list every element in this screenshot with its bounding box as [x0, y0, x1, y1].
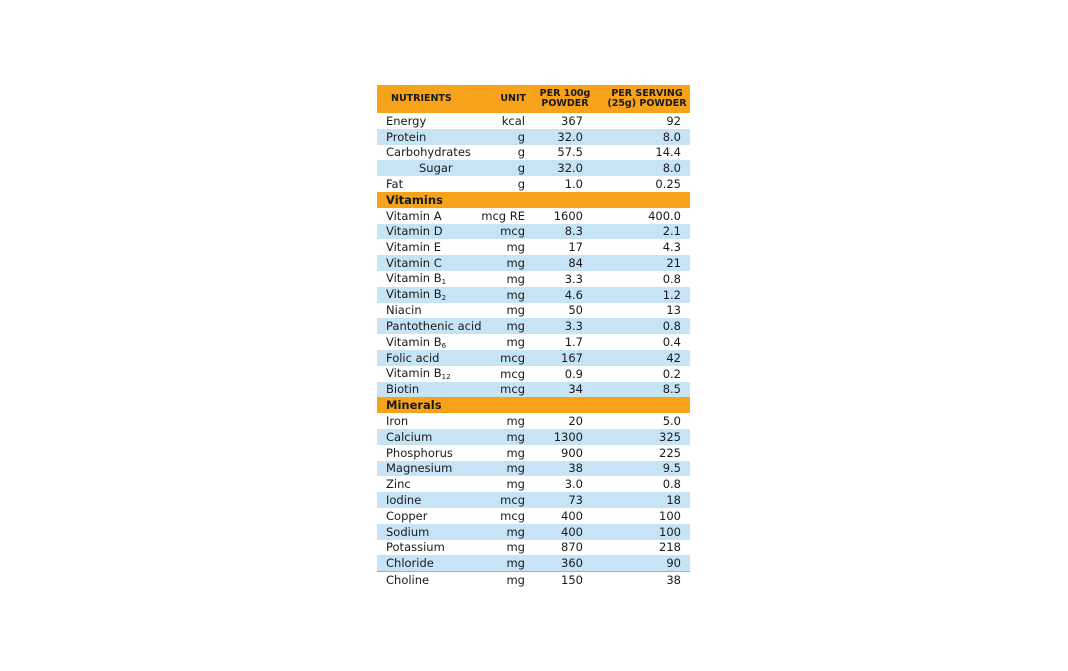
unit-cell-text: mg: [506, 256, 525, 271]
per-serving-cell: [583, 382, 681, 396]
per-100g-cell: [525, 556, 583, 570]
minerals-section: [377, 413, 690, 588]
per-serving-cell-text: 14.4: [655, 145, 681, 160]
per-serving-cell: [583, 209, 681, 223]
per-100g-cell-text: 167: [561, 350, 583, 365]
unit-cell: [477, 509, 525, 523]
nutrient-name-text: Iron: [386, 414, 409, 429]
per-serving-cell: [583, 540, 681, 554]
per-serving-cell-text: 92: [666, 113, 681, 128]
unit-cell-text: mg: [506, 303, 525, 318]
per-serving-cell-text: 90: [666, 556, 681, 571]
per-serving-cell: [583, 177, 681, 191]
unit-cell: [477, 556, 525, 570]
nutrient-name: [377, 271, 477, 286]
nutrient-name: [377, 477, 477, 491]
table-row: [377, 129, 690, 145]
nutrient-name: [377, 414, 477, 428]
per-serving-cell-text: 42: [666, 350, 681, 365]
per-serving-cell: [583, 509, 681, 523]
unit-cell-text: mg: [506, 556, 525, 571]
per-serving-cell-text: 0.4: [662, 335, 681, 350]
unit-cell-text: g: [517, 145, 525, 160]
section-label: Minerals: [386, 398, 442, 413]
unit-cell-text: mcg: [500, 382, 525, 397]
per-serving-cell-text: 100: [659, 524, 681, 539]
per-100g-cell-text: 900: [561, 445, 583, 460]
unit-cell-text: g: [517, 129, 525, 144]
per-100g-cell-text: 1.7: [564, 335, 583, 350]
table-row: [377, 113, 690, 129]
table-row: [377, 571, 690, 588]
nutrient-name: [377, 525, 477, 539]
per-serving-cell: [583, 288, 681, 302]
per-serving-cell: [583, 414, 681, 428]
per-serving-cell: [583, 367, 681, 381]
table-row: [377, 350, 690, 366]
unit-cell-text: mg: [506, 271, 525, 286]
per-100g-cell-text: 400: [561, 508, 583, 523]
per-serving-cell-text: 0.8: [662, 319, 681, 334]
subscript: 12: [441, 373, 451, 382]
per-100g-cell-text: 3.3: [564, 319, 583, 334]
unit-cell: [477, 177, 525, 191]
unit-cell: [477, 224, 525, 238]
per-serving-cell: [583, 493, 681, 507]
per-serving-cell: [583, 256, 681, 270]
unit-cell-text: mg: [506, 319, 525, 334]
per-100g-cell: [525, 319, 583, 333]
table-row: [377, 334, 690, 350]
nutrient-name-text: Folic acid: [386, 350, 440, 365]
header-per-serving-line2: (25g) POWDER: [607, 98, 687, 109]
nutrient-name: [377, 493, 477, 507]
per-100g-cell-text: 73: [568, 493, 583, 508]
per-serving-cell: [583, 477, 681, 491]
nutrition-table: [377, 85, 690, 588]
table-row: [377, 413, 690, 429]
nutrient-name-text: Vitamin E: [386, 240, 441, 255]
unit-cell-text: mcg: [500, 508, 525, 523]
unit-cell-text: mcg: [500, 366, 525, 381]
table-row: [377, 382, 690, 398]
unit-cell: [477, 493, 525, 507]
per-serving-cell: [583, 145, 681, 159]
unit-cell: [477, 540, 525, 554]
per-100g-cell: [525, 414, 583, 428]
nutrient-name-text: Pantothenic acid: [386, 319, 482, 334]
table-row: [377, 208, 690, 224]
unit-cell-text: mcg RE: [481, 208, 525, 223]
per-serving-cell-text: 0.25: [655, 177, 681, 192]
per-serving-cell: [583, 556, 681, 570]
header-unit: UNIT: [500, 93, 526, 104]
header-per-serving-line1: PER SERVING: [611, 88, 683, 99]
nutrient-name: [377, 573, 477, 587]
per-serving-cell: [583, 319, 681, 333]
per-serving-cell: [583, 573, 681, 587]
subscript: 1: [441, 278, 447, 287]
per-100g-cell-text: 84: [568, 256, 583, 271]
table-row: [377, 445, 690, 461]
table-row: [377, 287, 690, 303]
per-100g-cell-text: 1.0: [564, 177, 583, 192]
per-serving-cell-text: 9.5: [662, 461, 681, 476]
section-header-vitamins: [377, 192, 690, 208]
per-100g-cell: [525, 573, 583, 587]
nutrient-name-text: Copper: [386, 508, 428, 523]
nutrient-name-text: Sodium: [386, 524, 430, 539]
header-per-100g-line1: PER 100g: [539, 88, 591, 99]
table-row: [377, 145, 690, 161]
nutrient-name-text: Vitamin B: [386, 271, 442, 286]
per-serving-cell-text: 0.2: [662, 366, 681, 381]
per-100g-cell: [525, 272, 583, 286]
per-100g-cell: [525, 477, 583, 491]
per-100g-cell: [525, 509, 583, 523]
per-100g-cell-text: 17: [568, 240, 583, 255]
nutrient-name-text: Vitamin C: [386, 256, 442, 271]
unit-cell: [477, 161, 525, 175]
nutrient-name-text: Zinc: [386, 477, 411, 492]
per-100g-cell: [525, 525, 583, 539]
nutrient-name: [377, 177, 477, 191]
per-100g-cell-text: 150: [561, 573, 583, 587]
nutrient-name: [377, 145, 477, 159]
table-row: [377, 271, 690, 287]
per-100g-cell-text: 32.0: [557, 161, 583, 176]
nutrient-name-text: Sugar: [419, 161, 453, 176]
unit-cell: [477, 240, 525, 254]
per-serving-cell: [583, 461, 681, 475]
table-row: [377, 224, 690, 240]
nutrient-name: [377, 430, 477, 444]
per-100g-cell-text: 400: [561, 524, 583, 539]
per-100g-cell: [525, 367, 583, 381]
per-100g-cell: [525, 540, 583, 554]
per-serving-cell: [583, 335, 681, 349]
unit-cell: [477, 414, 525, 428]
per-100g-cell: [525, 114, 583, 128]
nutrient-name-text: Phosphorus: [386, 445, 453, 460]
per-100g-cell-text: 34: [568, 382, 583, 397]
per-serving-cell-text: 8.0: [662, 129, 681, 144]
nutrient-name: [377, 556, 477, 570]
unit-cell-text: mg: [506, 461, 525, 476]
nutrient-name-text: Magnesium: [386, 461, 453, 476]
per-serving-cell-text: 0.8: [662, 477, 681, 492]
per-100g-cell-text: 20: [568, 414, 583, 429]
per-100g-cell: [525, 351, 583, 365]
nutrient-name: [377, 303, 477, 317]
per-serving-cell: [583, 351, 681, 365]
nutrient-name-text: Fat: [386, 177, 404, 192]
per-100g-cell-text: 32.0: [557, 129, 583, 144]
per-100g-cell: [525, 446, 583, 460]
per-serving-cell-text: 218: [659, 540, 681, 555]
unit-cell-text: mg: [506, 335, 525, 350]
per-100g-cell: [525, 382, 583, 396]
table-row: [377, 524, 690, 540]
table-row: [377, 318, 690, 334]
per-serving-cell-text: 18: [666, 493, 681, 508]
section-label: Vitamins: [386, 192, 443, 207]
per-serving-cell: [583, 303, 681, 317]
vitamins-section: [377, 208, 690, 398]
nutrient-name: [377, 366, 477, 381]
nutrient-name-text: Vitamin B: [386, 366, 442, 381]
table-row: [377, 508, 690, 524]
table-row: [377, 492, 690, 508]
per-100g-cell-text: 50: [568, 303, 583, 318]
nutrient-name: [377, 114, 477, 128]
nutrient-name-text: Niacin: [386, 303, 422, 318]
per-serving-cell-text: 100: [659, 508, 681, 523]
per-100g-cell: [525, 177, 583, 191]
per-100g-cell: [525, 145, 583, 159]
macros-section: [377, 113, 690, 192]
per-100g-cell-text: 8.3: [564, 224, 583, 239]
unit-cell-text: mg: [506, 524, 525, 539]
unit-cell-text: kcal: [501, 113, 525, 128]
per-100g-cell-text: 1300: [553, 429, 583, 444]
header-per-100g-line2: POWDER: [541, 98, 589, 109]
nutrient-name: [377, 240, 477, 254]
nutrient-name-text: Choline: [386, 573, 430, 587]
nutrient-name: [377, 161, 477, 175]
unit-cell-text: mcg: [500, 350, 525, 365]
nutrient-name-text: Carbohydrates: [386, 145, 471, 160]
per-100g-cell: [525, 161, 583, 175]
nutrient-name: [377, 351, 477, 365]
unit-cell: [477, 288, 525, 302]
nutrient-name-text: Protein: [386, 129, 427, 144]
nutrient-name-text: Potassium: [386, 540, 445, 555]
per-100g-cell-text: 0.9: [564, 366, 583, 381]
nutrient-name-text: Energy: [386, 113, 427, 128]
header-per-100g: [526, 89, 592, 109]
unit-cell-text: mcg: [500, 224, 525, 239]
unit-cell: [477, 335, 525, 349]
per-serving-cell: [583, 114, 681, 128]
per-serving-cell-text: 4.3: [662, 240, 681, 255]
table-row: [377, 540, 690, 556]
table-row: [377, 255, 690, 271]
per-100g-cell: [525, 240, 583, 254]
nutrient-name: [377, 209, 477, 223]
per-100g-cell: [525, 256, 583, 270]
per-100g-cell-text: 3.3: [564, 271, 583, 286]
table-row: [377, 176, 690, 192]
nutrient-name-text: Calcium: [386, 429, 433, 444]
per-serving-cell-text: 5.0: [662, 414, 681, 429]
per-100g-cell-text: 57.5: [557, 145, 583, 160]
nutrient-name: [377, 540, 477, 554]
unit-cell-text: mg: [506, 240, 525, 255]
unit-cell: [477, 446, 525, 460]
nutrient-name: [377, 224, 477, 238]
nutrient-name-text: Iodine: [386, 493, 422, 508]
table-row: [377, 555, 690, 571]
subscript: 2: [441, 294, 447, 303]
nutrient-name-text: Biotin: [386, 382, 420, 397]
section-header-minerals: [377, 397, 690, 413]
unit-cell-text: mg: [506, 477, 525, 492]
nutrient-name-text: Vitamin B: [386, 334, 442, 349]
per-serving-cell-text: 8.0: [662, 161, 681, 176]
unit-cell: [477, 461, 525, 475]
nutrient-name-text: Vitamin A: [386, 208, 442, 223]
table-row: [377, 239, 690, 255]
unit-cell: [477, 319, 525, 333]
per-100g-cell: [525, 209, 583, 223]
per-serving-cell-text: 8.5: [662, 382, 681, 397]
unit-cell-text: mg: [506, 414, 525, 429]
unit-cell: [477, 256, 525, 270]
unit-cell: [477, 367, 525, 381]
per-100g-cell-text: 3.0: [564, 477, 583, 492]
unit-cell: [477, 209, 525, 223]
per-100g-cell-text: 4.6: [564, 287, 583, 302]
nutrient-name: [377, 335, 477, 350]
unit-cell: [477, 382, 525, 396]
per-100g-cell: [525, 430, 583, 444]
per-100g-cell-text: 870: [561, 540, 583, 555]
per-100g-cell: [525, 493, 583, 507]
per-serving-cell-text: 2.1: [662, 224, 681, 239]
nutrient-name: [377, 509, 477, 523]
nutrient-name: [377, 256, 477, 270]
subscript: 6: [441, 341, 447, 350]
per-serving-cell-text: 21: [666, 256, 681, 271]
nutrient-name: [377, 287, 477, 302]
nutrient-name-text: Vitamin D: [386, 224, 443, 239]
table-row: [377, 366, 690, 382]
per-serving-cell: [583, 130, 681, 144]
per-serving-cell-text: 1.2: [662, 287, 681, 302]
unit-cell-text: mg: [506, 429, 525, 444]
unit-cell-text: mcg: [500, 493, 525, 508]
per-serving-cell-text: 13: [666, 303, 681, 318]
unit-cell: [477, 430, 525, 444]
unit-cell: [477, 145, 525, 159]
unit-cell-text: mg: [506, 540, 525, 555]
unit-cell: [477, 351, 525, 365]
per-serving-cell-text: 400.0: [648, 208, 681, 223]
table-row: [377, 461, 690, 477]
nutrient-name: [377, 382, 477, 396]
per-100g-cell: [525, 130, 583, 144]
per-serving-cell: [583, 525, 681, 539]
per-serving-cell-text: 38: [666, 573, 681, 587]
per-100g-cell: [525, 224, 583, 238]
per-serving-cell: [583, 272, 681, 286]
per-serving-cell-text: 325: [659, 429, 681, 444]
per-serving-cell-text: 0.8: [662, 271, 681, 286]
per-serving-cell-text: 225: [659, 445, 681, 460]
unit-cell-text: mg: [506, 287, 525, 302]
unit-cell: [477, 477, 525, 491]
table-row: [377, 429, 690, 445]
per-100g-cell: [525, 335, 583, 349]
per-100g-cell: [525, 461, 583, 475]
nutrient-name: [377, 446, 477, 460]
unit-cell: [477, 573, 525, 587]
unit-cell: [477, 303, 525, 317]
per-100g-cell: [525, 288, 583, 302]
header-nutrients: NUTRIENTS: [391, 93, 452, 104]
table-row: [377, 303, 690, 319]
per-serving-cell: [583, 224, 681, 238]
per-serving-cell: [583, 240, 681, 254]
per-serving-cell: [583, 446, 681, 460]
per-100g-cell-text: 1600: [553, 208, 583, 223]
table-row: [377, 476, 690, 492]
nutrient-name-text: Vitamin B: [386, 287, 442, 302]
unit-cell: [477, 130, 525, 144]
per-serving-cell: [583, 430, 681, 444]
header-per-serving: [592, 89, 690, 109]
table-row: [377, 160, 690, 176]
nutrient-name: [377, 319, 482, 334]
unit-cell-text: g: [517, 161, 525, 176]
unit-cell-text: mg: [506, 445, 525, 460]
nutrient-name: [377, 130, 477, 144]
table-header: [377, 85, 690, 113]
unit-cell: [477, 525, 525, 539]
per-100g-cell-text: 367: [561, 113, 583, 128]
nutrient-name-text: Chloride: [386, 556, 434, 571]
per-100g-cell-text: 360: [561, 556, 583, 571]
unit-cell: [477, 114, 525, 128]
per-100g-cell-text: 38: [568, 461, 583, 476]
per-serving-cell: [583, 161, 681, 175]
unit-cell-text: g: [517, 177, 525, 192]
nutrient-name: [377, 461, 477, 475]
unit-cell: [477, 272, 525, 286]
per-100g-cell: [525, 303, 583, 317]
unit-cell-text: mg: [506, 573, 525, 587]
